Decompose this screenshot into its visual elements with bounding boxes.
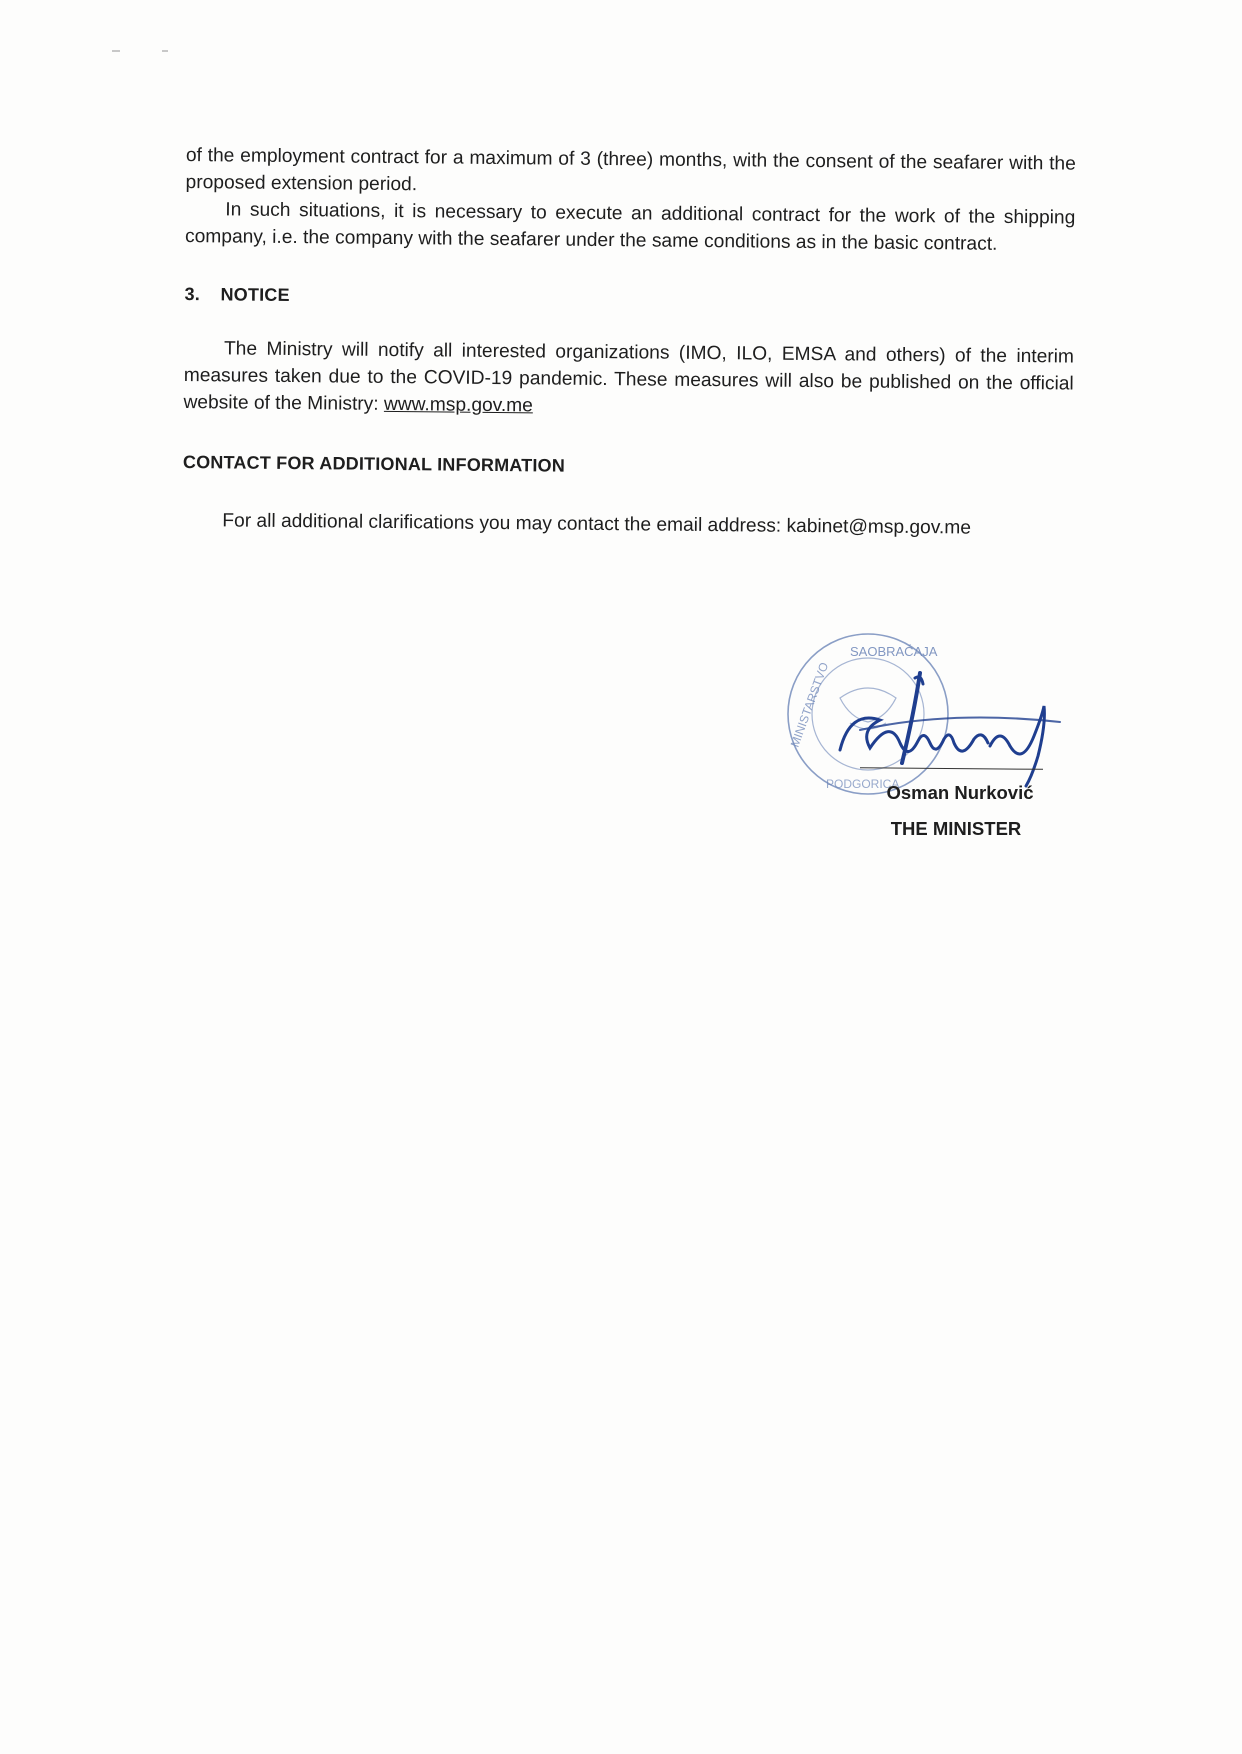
signature-block [780, 628, 1080, 858]
section-number: 3. [184, 283, 201, 305]
paragraph-contact: For all additional clarifications you may contact the email address: kabinet@msp.gov.me [222, 510, 972, 539]
handwritten-signature-icon [820, 668, 1090, 788]
svg-text:PODGORICA: PODGORICA [826, 777, 900, 791]
section-heading-contact: CONTACT FOR ADDITIONAL INFORMATION [182, 451, 566, 476]
section-heading-notice [184, 284, 1074, 314]
ministry-website-link[interactable]: www.msp.gov.me [383, 393, 533, 417]
signer-name: Osman Nurković [886, 782, 1034, 803]
section-title: NOTICE [220, 284, 290, 306]
svg-text:MINISTARSTVO: MINISTARSTVO [787, 660, 832, 750]
paragraph-contract-extension: of the employment contract for a maximum of 3 (three) months, with the consent of the seafarer with the proposed extension period. [185, 144, 1076, 196]
signer-title: THE MINISTER [890, 818, 1022, 839]
paragraph-additional-contract: In such situations, it is necessary to execute an additional contract for the work of the shipping company, i.e. the company with the seafarer under the same conditions as in the basic contract. [184, 199, 1076, 255]
notice-text: The Ministry will notify all interested organizations (IMO, ILO, EMSA and others) of the interim measures taken due to the COVID-19 pandemic. These measures will also be published on the official website of the Ministry: [183, 338, 1075, 415]
paragraph-notice [183, 335, 1074, 425]
scan-artifacts [112, 50, 192, 56]
document-body [182, 142, 1076, 543]
svg-text:SAOBRAĆAJA: SAOBRAĆAJA [850, 644, 938, 659]
